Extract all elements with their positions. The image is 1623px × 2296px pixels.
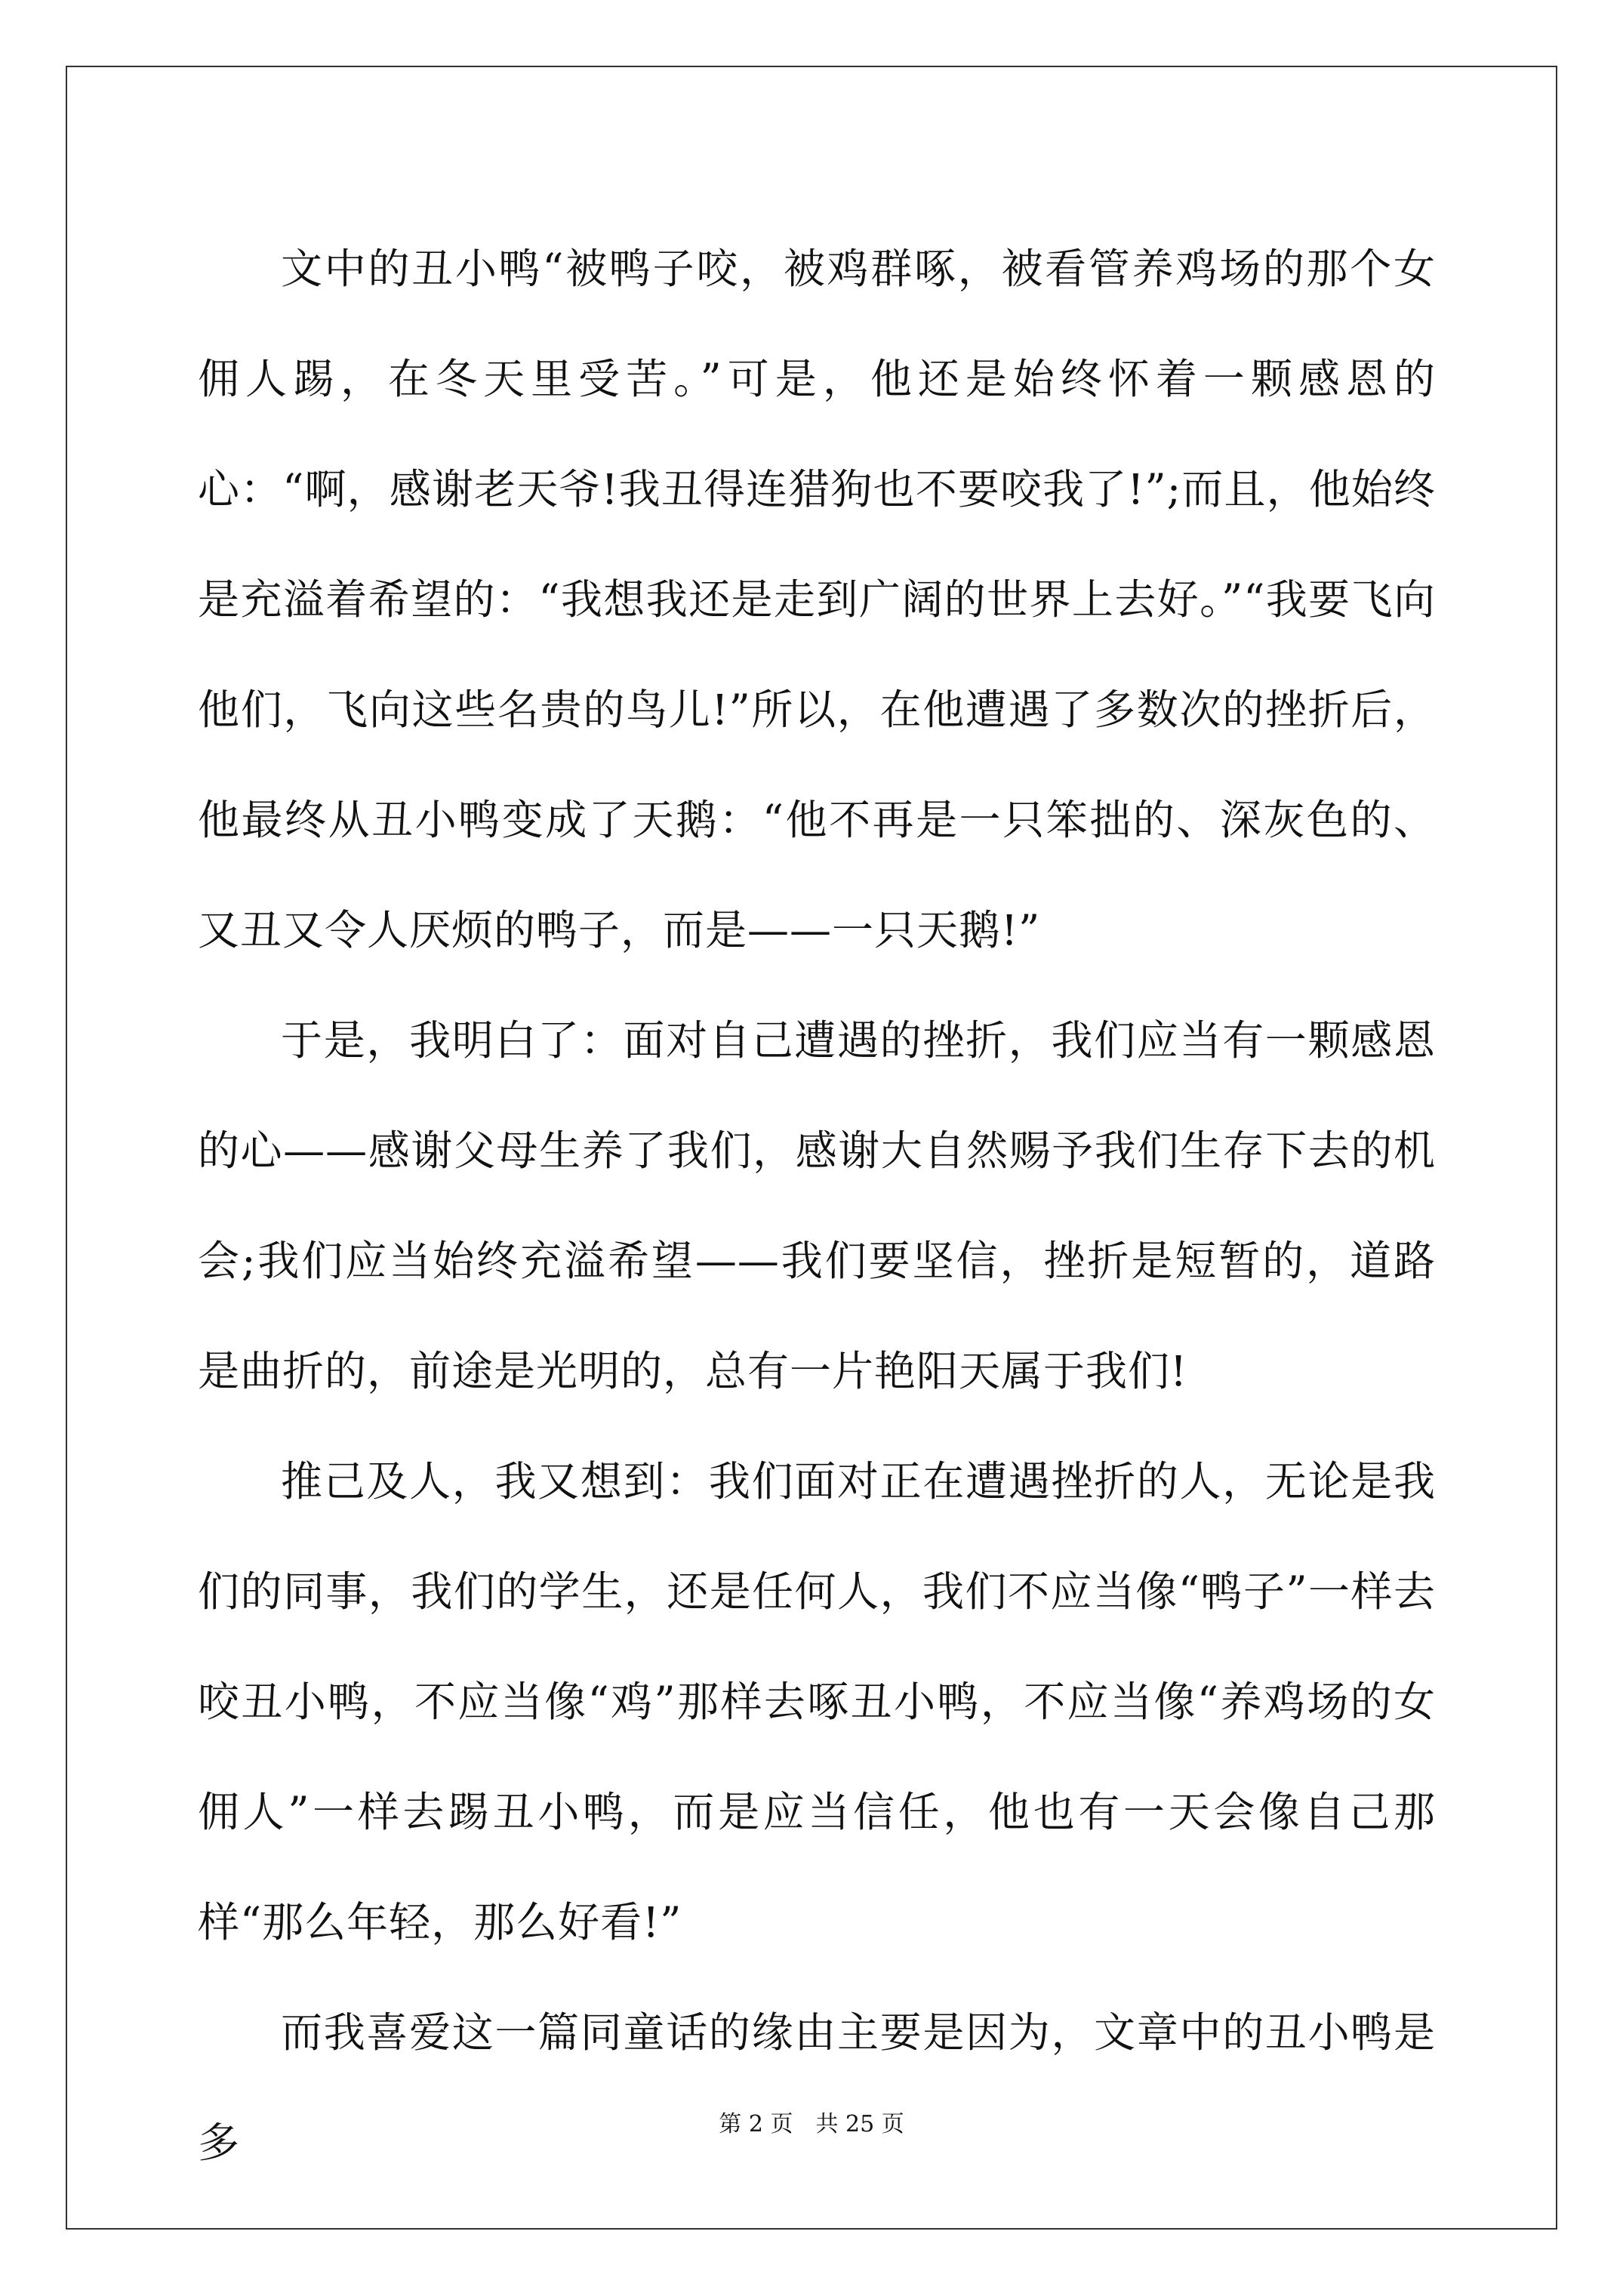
page-number: 第 2 页 (719, 2111, 793, 2137)
page-footer (0, 2105, 1623, 2138)
paragraph-1: 文中的丑小鸭“被鸭子咬，被鸡群啄，被看管养鸡场的那个女佣人踢，在冬天里受苦。”可是，他还是始终怀着一颗感恩的心：“啊，感谢老天爷!我丑得连猎狗也不要咬我了!”;而且，他始终是充溢着希望的：“我想我还是走到广阔的世界上去好。”“我要飞向他们，飞向这些名贵的鸟儿!”所以，在他遭遇了多数次的挫折后，他最终从丑小鸭变成了天鹅：“他不再是一只笨拙的、深灰色的、又丑又令人厌烦的鸭子，而是——一只天鹅!” (198, 245, 1436, 954)
document-body (198, 214, 1436, 2198)
paragraph-2: 于是，我明白了：面对自己遭遇的挫折，我们应当有一颗感恩的心——感谢父母生养了我们，感谢大自然赐予我们生存下去的机会;我们应当始终充溢希望——我们要坚信，挫折是短暂的，道路是曲折的，前途是光明的，总有一片艳阳天属于我们! (198, 1016, 1436, 1395)
paragraph-4: 而我喜爱这一篇同童话的缘由主要是因为，文章中的丑小鸭是多 (198, 2008, 1436, 2167)
page-total: 共 25 页 (815, 2111, 904, 2137)
paragraph-3: 推己及人，我又想到：我们面对正在遭遇挫折的人，无论是我们的同事，我们的学生，还是任何人，我们不应当像“鸭子”一样去咬丑小鸭，不应当像“鸡”那样去啄丑小鸭，不应当像“养鸡场的女佣人”一样去踢丑小鸭，而是应当信任，他也有一天会像自己那样“那么年轻，那么好看!” (198, 1457, 1436, 1946)
